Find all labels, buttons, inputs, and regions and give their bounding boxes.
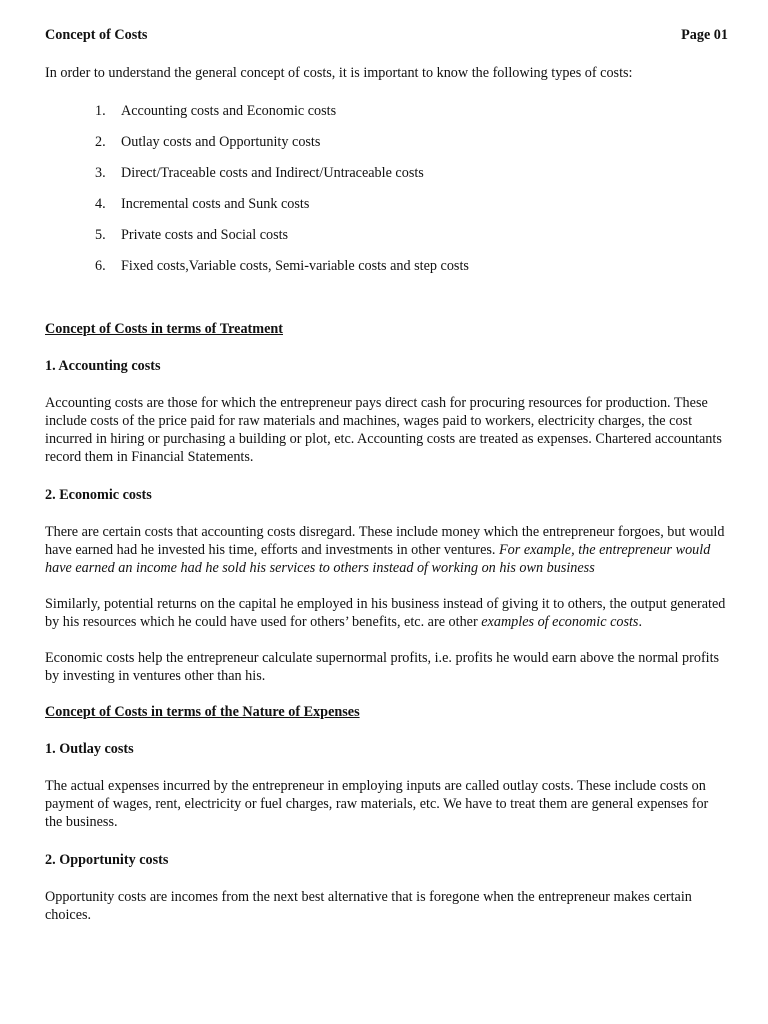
economic-costs-examples: examples of economic costs [481, 614, 639, 630]
list-number: 4. [95, 196, 106, 212]
list-item [95, 195, 728, 213]
list-item [95, 257, 728, 275]
outlay-costs-paragraph: The actual expenses incurred by the entrepreneur in employing inputs are called outlay costs. These include costs on payment of wages, rent, electricity or fuel charges, raw materials, etc. We have to treat them are general expenses for the business. [45, 778, 709, 830]
list-item [95, 133, 728, 151]
list-number: 1. [95, 103, 106, 119]
subheading-economic-costs: 2. Economic costs [45, 487, 152, 503]
list-item [95, 102, 728, 120]
list-item [95, 164, 728, 182]
list-item [95, 226, 728, 244]
page-number: Page 01 [681, 27, 728, 43]
economic-costs-paragraph [45, 523, 728, 577]
page-header [45, 26, 728, 44]
list-number: 5. [95, 227, 106, 243]
opportunity-costs-paragraph: Opportunity costs are incomes from the next best alternative that is foregone when the entrepreneur makes certain choices. [45, 889, 692, 923]
economic-costs-example: For example, the entrepreneur would have earned an income had he sold his services to others instead of working on his own business [45, 542, 711, 576]
subheading-accounting-costs: 1. Accounting costs [45, 358, 161, 374]
subheading-opportunity-costs: 2. Opportunity costs [45, 852, 169, 868]
list-text: Fixed costs,Variable costs, Semi-variable costs and step costs [121, 258, 469, 274]
list-text: Private costs and Social costs [121, 227, 289, 243]
list-text: Incremental costs and Sunk costs [121, 196, 310, 212]
list-number: 6. [95, 258, 106, 274]
list-number: 3. [95, 165, 106, 181]
section-heading-treatment: Concept of Costs in terms of Treatment [45, 321, 283, 337]
section-heading-nature: Concept of Costs in terms of the Nature of Expenses [45, 704, 360, 720]
accounting-costs-paragraph: Accounting costs are those for which the entrepreneur pays direct cash for procuring resources for production. These include costs of the price paid for raw materials and machines, wages paid to workers, electricity charges, the cost incurred in hiring or purchasing a building or plot, etc. Accounting costs are treated as expenses. Chartered accountants record them in Financial Statements. [45, 395, 722, 465]
list-text: Direct/Traceable costs and Indirect/Untraceable costs [121, 165, 424, 181]
economic-costs-text-2: Similarly, potential returns on the capital he employed in his business instead of giving it to others, the output generated by his resources which he could have used for others’ benefits, etc. are other [45, 596, 726, 630]
cost-types-list [45, 102, 728, 275]
subheading-outlay-costs: 1. Outlay costs [45, 741, 134, 757]
economic-costs-paragraph-3: Economic costs help the entrepreneur calculate supernormal profits, i.e. profits he would earn above the normal profits by investing in ventures other than his. [45, 650, 720, 684]
economic-costs-paragraph-2: Similarly, potential returns on the capital he employed in his business instead of giving it to others, the output generated by his resources which he could have used for others’ benefits, etc. are other examples of economic costs. [45, 596, 726, 630]
document-title: Concept of Costs [45, 27, 148, 43]
list-text: Accounting costs and Economic costs [121, 103, 337, 119]
list-text: Outlay costs and Opportunity costs [121, 134, 321, 150]
list-number: 2. [95, 134, 106, 150]
economic-costs-text: There are certain costs that accounting costs disregard. These include money which the entrepreneur forgoes, but would have earned had he invested his time, efforts and investments in other ventures. [45, 524, 725, 558]
intro-paragraph: In order to understand the general concept of costs, it is important to know the following types of costs: [45, 65, 633, 81]
